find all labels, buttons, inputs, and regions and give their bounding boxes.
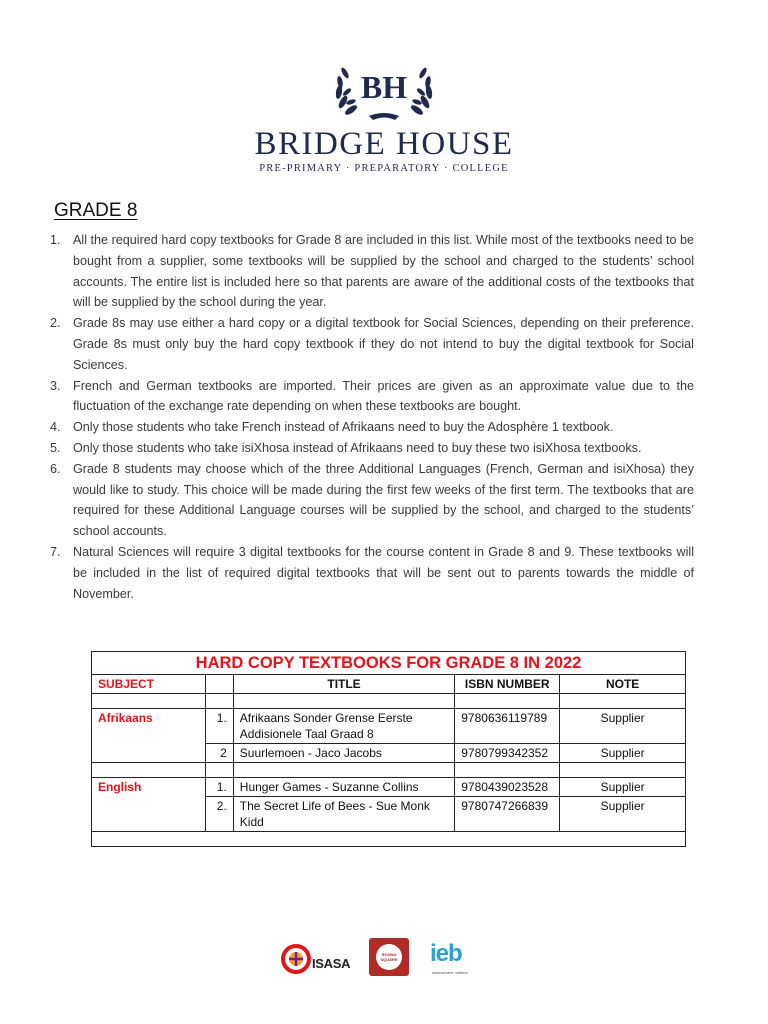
svg-text:BH: BH xyxy=(360,69,408,105)
list-item: 6. Grade 8 students may choose which of the three Additional Languages (French, German and isiXhosa) they would like to study. This choice will be made during the first few weeks of the first term. The textbooks that are required for these Additional Language courses will be supplied by the school, and charged to the students’ school accounts. xyxy=(50,461,694,539)
subject-afrikaans: Afrikaans xyxy=(92,709,206,763)
table-header-row xyxy=(92,675,686,694)
list-item: 5. Only those students who take isiXhosa instead of Afrikaans need to buy these two isiXhosa textbooks. xyxy=(50,440,642,455)
notes-list xyxy=(38,230,694,604)
list-item: 7. Natural Sciences will require 3 digital textbooks for the course content in Grade 8 and 9. These textbooks will be included in the list of required digital textbooks that will be sent out to parents towards the middle of November. xyxy=(50,544,694,601)
list-item: 3. French and German textbooks are imported. Their prices are given as an approximate value due to the fluctuation of the exchange rate depending on when these textbooks are bought. xyxy=(50,378,694,414)
column-header-note: NOTE xyxy=(560,675,686,694)
table-title: HARD COPY TEXTBOOKS FOR GRADE 8 IN 2022 xyxy=(92,652,686,675)
ieb-logo: ieb xyxy=(430,940,462,967)
footer-logos xyxy=(0,938,768,980)
ieb-tagline: assessment matters xyxy=(432,970,468,975)
column-header-subject: SUBJECT xyxy=(92,675,206,694)
school-logo xyxy=(0,58,768,122)
subject-english: English xyxy=(92,778,206,832)
table-row: 2 Suurlemoen - Jaco Jacobs 9780799342352 Supplier xyxy=(92,744,686,763)
textbook-table xyxy=(91,651,686,847)
round-square-logo xyxy=(369,938,409,976)
page-title: GRADE 8 xyxy=(54,200,138,221)
isasa-logo-icon xyxy=(281,944,311,974)
column-header-title: TITLE xyxy=(233,675,454,694)
table-row: 2. The Secret Life of Bees - Sue Monk Kidd 9780747266839 Supplier xyxy=(92,797,686,832)
crest-icon xyxy=(329,58,439,122)
list-item: 4. Only those students who take French instead of Afrikaans need to buy the Adosphère 1 textbook. xyxy=(50,420,614,435)
table-row: Afrikaans 1. Afrikaans Sonder Grense Eerste Addisionele Taal Graad 8 9780636119789 Supplier xyxy=(92,709,686,744)
list-item: 2. Grade 8s may use either a hard copy or a digital textbook for Social Sciences, depending on their preference. Grade 8s must only buy the hard copy textbook if they do not intend to buy the digital textbook for Social Sciences. xyxy=(50,316,694,372)
table-row: English 1. Hunger Games - Suzanne Collins 9780439023528 Supplier xyxy=(92,778,686,797)
column-header-isbn: ISBN NUMBER xyxy=(455,675,560,694)
school-name: BRIDGE HOUSE xyxy=(254,126,514,162)
isasa-label: ISASA xyxy=(312,956,351,971)
round-square-label: ROUND SQUARE xyxy=(376,944,402,970)
school-subtitle: PRE-PRIMARY · PREPARATORY · COLLEGE xyxy=(259,163,509,174)
list-item: 1. All the required hard copy textbooks for Grade 8 are included in this list. While most of the textbooks need to be bought from a supplier, some textbooks will be supplied by the school and charged to the students’ school accounts. The entire list is included here so that parents are aware of the additional costs of the textbooks that will be supplied by the school during the year. xyxy=(50,233,694,310)
